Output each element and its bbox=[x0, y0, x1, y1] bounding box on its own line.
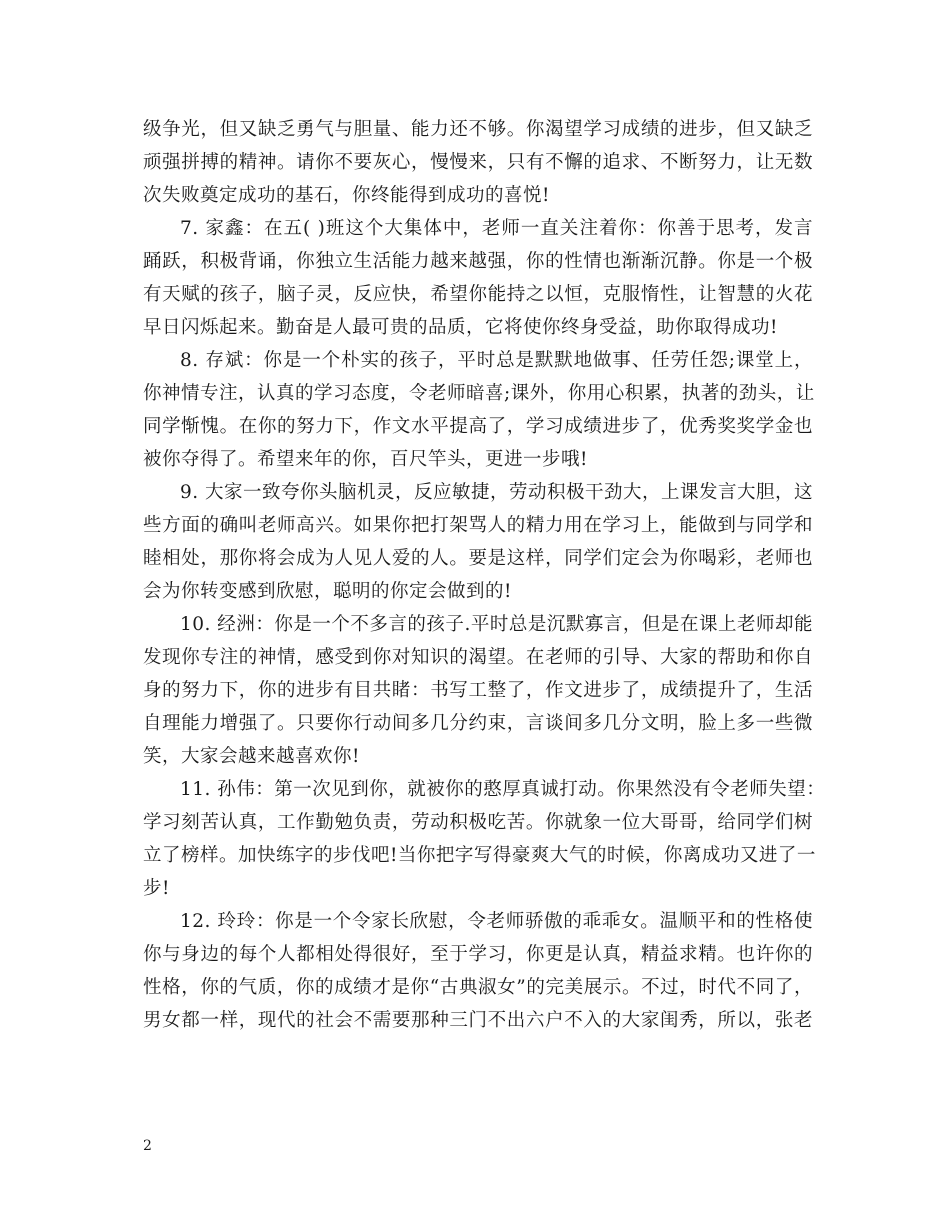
text-line: 顽强拼搏的精神。请你不要灰心，慢慢来，只有不懈的追求、不断努力，让无数 bbox=[143, 152, 813, 173]
text-line: 有天赋的孩子，脑子灵，反应快，希望你能持之以恒，克服惰性，让智慧的火花 bbox=[143, 284, 813, 305]
text-line: 男女都一样，现代的社会不需要那种三门不出六户不入的大家闺秀，所以，张老 bbox=[143, 1010, 813, 1031]
text-line: 步! bbox=[143, 878, 170, 899]
text-line: 8. 存斌：你是一个朴实的孩子，平时总是默默地做事、任劳任怨;课堂上， bbox=[180, 350, 813, 371]
text-line: 发现你专注的神情，感受到你对知识的渴望。在老师的引导、大家的帮助和你自 bbox=[143, 647, 813, 668]
document-body bbox=[143, 113, 826, 1037]
text-line: 身的努力下，你的进步有目共睹：书写工整了，作文进步了，成绩提升了，生活 bbox=[143, 680, 813, 701]
text-line: 7. 家鑫：在五( )班这个大集体中，老师一直关注着你：你善于思考，发言 bbox=[180, 218, 813, 239]
text-line: 早日闪烁起来。勤奋是人最可贵的品质，它将使你终身受益，助你取得成功! bbox=[143, 317, 778, 338]
text-line: 你与身边的每个人都相处得很好，至于学习，你更是认真，精益求精。也许你的 bbox=[143, 944, 813, 965]
paragraph bbox=[143, 905, 813, 1037]
text-line: 次失败奠定成功的基石，你终能得到成功的喜悦! bbox=[143, 185, 550, 206]
text-line: 性格，你的气质，你的成绩才是你“古典淑女”的完美展示。不过，时代不同了， bbox=[143, 977, 813, 998]
text-line: 12. 玲玲：你是一个令家长欣慰，令老师骄傲的乖乖女。温顺平和的性格使 bbox=[180, 911, 813, 932]
text-line: 会为你转变感到欣慰，聪明的你定会做到的! bbox=[143, 581, 512, 602]
paragraph bbox=[143, 344, 813, 476]
text-line: 9. 大家一致夸你头脑机灵，反应敏捷，劳动积极干劲大，上课发言大胆，这 bbox=[180, 482, 814, 503]
text-line: 11. 孙伟：第一次见到你，就被你的憨厚真诚打动。你果然没有令老师失望： bbox=[180, 779, 826, 800]
text-line: 学习刻苦认真，工作勤勉负责，劳动积极吃苦。你就象一位大哥哥，给同学们树 bbox=[143, 812, 813, 833]
paragraph bbox=[143, 212, 813, 344]
text-line: 10. 经洲：你是一个不多言的孩子.平时总是沉默寡言，但是在课上老师却能 bbox=[180, 614, 813, 635]
text-line: 笑，大家会越来越喜欢你! bbox=[143, 746, 360, 767]
paragraph bbox=[143, 476, 813, 608]
paragraph bbox=[143, 773, 826, 905]
text-line: 被你夺得了。希望来年的你，百尺竿头，更进一步哦! bbox=[143, 449, 588, 470]
paragraph bbox=[143, 608, 813, 773]
text-line: 同学惭愧。在你的努力下，作文水平提高了，学习成绩进步了，优秀奖奖学金也 bbox=[143, 416, 813, 437]
text-line: 立了榜样。加快练字的步伐吧!当你把字写得豪爽大气的时候，你离成功又进了一 bbox=[143, 845, 816, 866]
text-line: 你神情专注，认真的学习态度，令老师暗喜;课外，你用心积累，执著的劲头，让 bbox=[143, 383, 815, 404]
paragraph bbox=[143, 113, 813, 212]
text-line: 些方面的确叫老师高兴。如果你把打架骂人的精力用在学习上，能做到与同学和 bbox=[143, 515, 813, 536]
text-line: 自理能力增强了。只要你行动间多几分约束，言谈间多几分文明，脸上多一些微 bbox=[143, 713, 813, 734]
page-number: 2 bbox=[143, 1138, 152, 1154]
text-line: 踊跃，积极背诵，你独立生活能力越来越强，你的性情也渐渐沉静。你是一个极 bbox=[143, 251, 813, 272]
text-line: 睦相处，那你将会成为人见人爱的人。要是这样，同学们定会为你喝彩，老师也 bbox=[143, 548, 813, 569]
text-line: 级争光，但又缺乏勇气与胆量、能力还不够。你渴望学习成绩的进步，但又缺乏 bbox=[143, 119, 813, 140]
